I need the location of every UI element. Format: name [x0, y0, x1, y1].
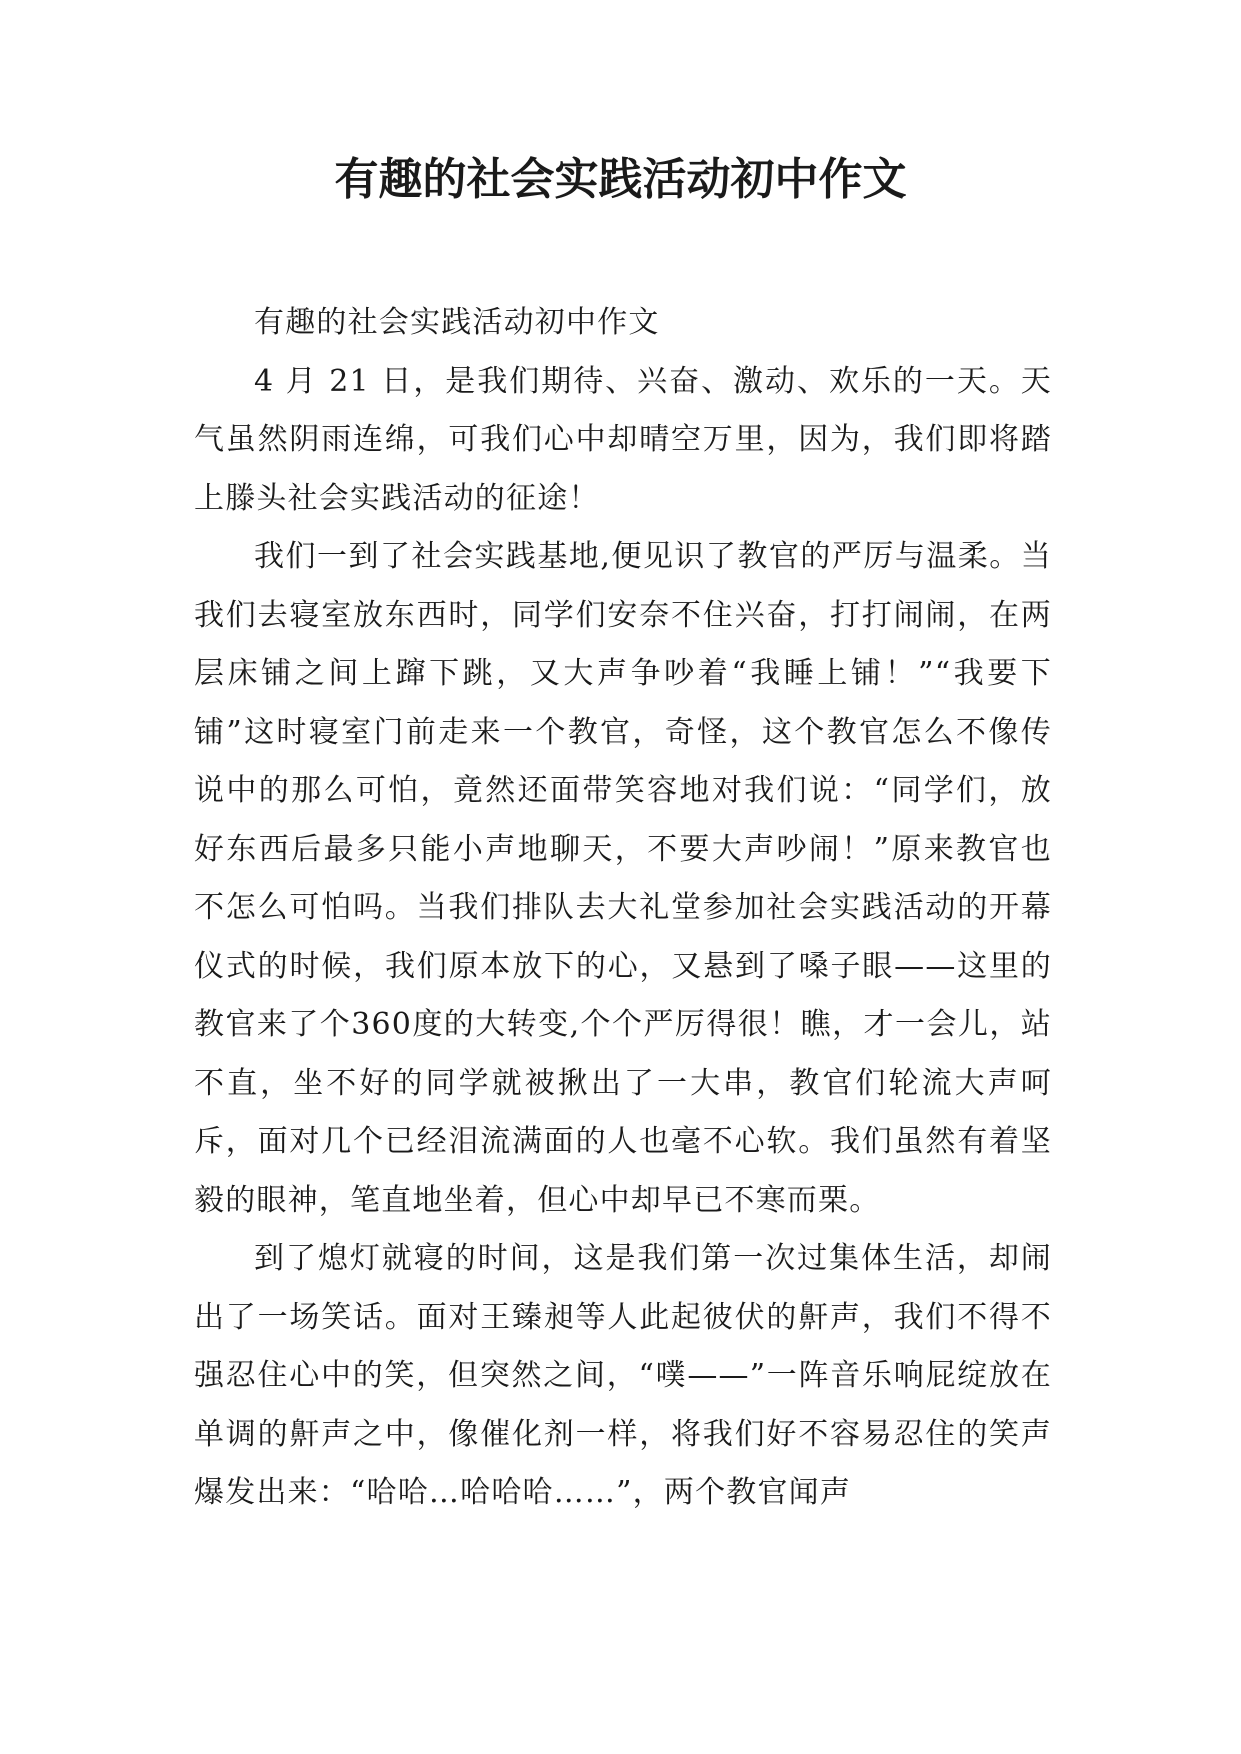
paragraph: 到了熄灯就寝的时间，这是我们第一次过集体生活，却闹出了一场笑话。面对王臻昶等人此起彼伏的鼾声，我们不得不强忍住心中的笑，但突然之间，“噗——”一阵音乐响屁绽放在单调的鼾声之中，像催化剂一样，将我们好不容易忍住的笑声爆发出来：“哈哈…哈哈哈……”，两个教官闻声	[194, 1241, 1052, 1510]
paragraph: 4 月 21 日，是我们期待、兴奋、激动、欢乐的一天。天气虽然阴雨连绵，可我们心中却晴空万里，因为，我们即将踏上滕头社会实践活动的征途！	[194, 363, 1052, 516]
document-body	[194, 294, 1052, 1523]
document-title: 有趣的社会实践活动初中作文	[334, 154, 907, 205]
paragraph-subtitle: 有趣的社会实践活动初中作文	[254, 305, 660, 340]
paragraph: 我们一到了社会实践基地,便见识了教官的严厉与温柔。当我们去寝室放东西时，同学们安奈不住兴奋，打打闹闹，在两层床铺之间上蹿下跳，又大声争吵着“我睡上铺！”“我要下铺”这时寝室门前走来一个教官，奇怪，这个教官怎么不像传说中的那么可怕，竟然还面带笑容地对我们说：“同学们，放好东西后最多只能小声地聊天，不要大声吵闹！”原来教官也不怎么可怕吗。当我们排队去大礼堂参加社会实践活动的开幕仪式的时候，我们原本放下的心，又悬到了嗓子眼——这里的教官来了个360度的大转变,个个严厉得很！瞧，才一会儿，站不直，坐不好的同学就被揪出了一大串，教官们轮流大声呵斥，面对几个已经泪流满面的人也毫不心软。我们虽然有着坚毅的眼神，笔直地坐着，但心中却早已不寒而栗。	[194, 539, 1052, 1218]
